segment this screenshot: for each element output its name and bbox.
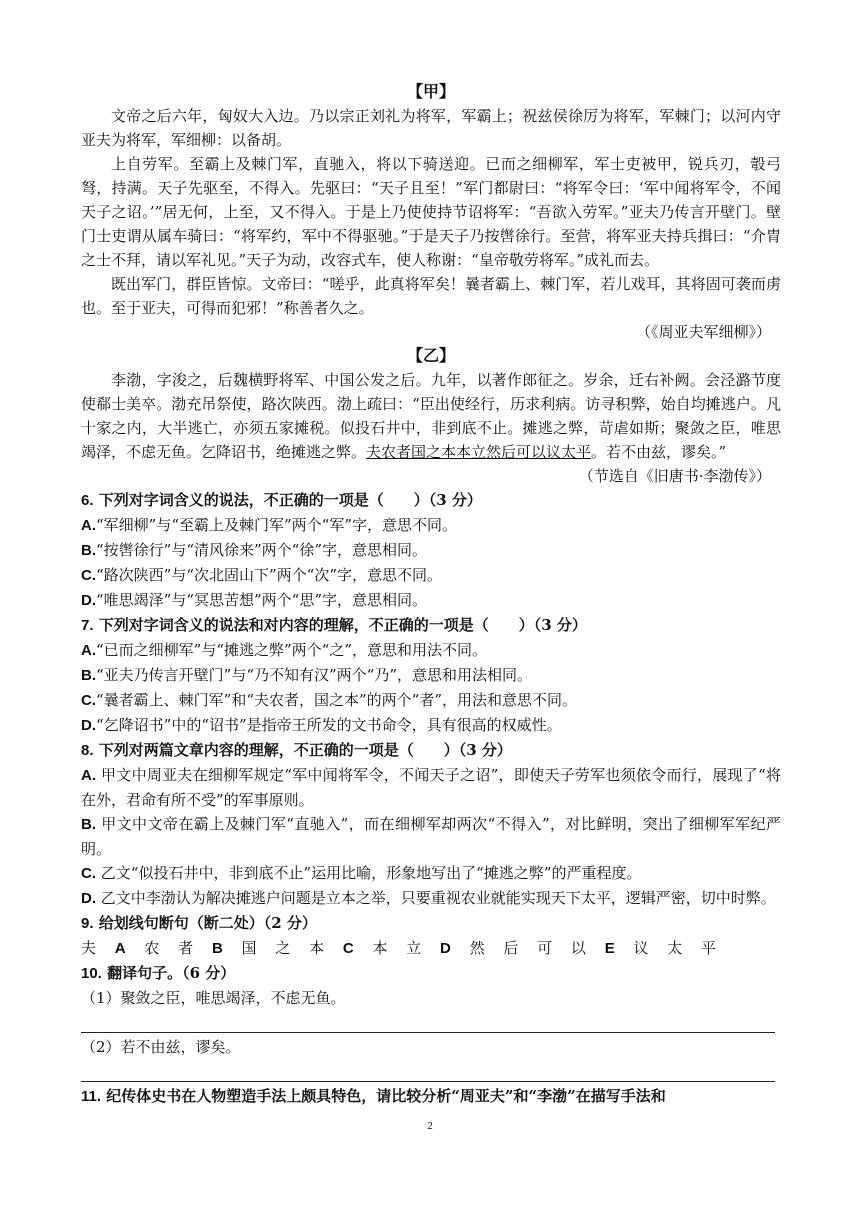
option-text: 乙文中李渤认为解决摊逃户问题是立本之举，只要重视农业就能实现天下太平，逻辑严密，切中时弊。 (100, 889, 776, 907)
option-text: “路次陕西”与“次北固山下”两个“次”字，意思不同。 (96, 566, 443, 584)
sentence-text: 本 立 (360, 939, 441, 957)
option-label: C. (81, 567, 96, 584)
option-label: A. (81, 767, 96, 784)
sentence-text: 夫 (81, 939, 115, 957)
option-text: 乙文“似投石井中，非到底不止”运用比喻，形象地写出了“摊逃之弊”的严重程度。 (100, 864, 642, 882)
sentence-text: 国 之 本 (229, 939, 343, 957)
option-b (81, 538, 781, 563)
question-7-options (81, 638, 781, 738)
option-text: “曩者霸上、棘门军”和“夫农者，国之本”的两个“者”，用法和意思不同。 (96, 691, 578, 709)
question-10-stem (81, 961, 781, 986)
passage-a-paragraph-2: 上自劳军。至霸上及棘门军，直驰入，将以下骑送迎。已而之细柳军，军士吏被甲，锐兵刃，彀弓弩，持满。天子先驱至，不得入。先驱曰：“天子且至！”军门都尉曰：“将军令曰：‘军中闻将军令，不闻天子之诏。’”居无何，上至，又不得入。于是上乃使使持节诏将军：“吾欲入劳军。”亚夫乃传言开壁门。壁门士吏谓从属车骑曰：“将军约，军中不得驱驰。”于是天子乃按辔徐行。至营，将军亚夫持兵揖曰：“介胄之士不拜，请以军礼见。”天子为动，改容式车，使人称谢：“皇帝敬劳将军。”成礼而去。 (81, 155, 781, 269)
sentence-text: 农 者 (132, 939, 212, 957)
option-a (81, 763, 781, 812)
question-text: 下列对字词含义的说法，不正确的一项是（ ）（3 分） (98, 491, 482, 509)
option-c (81, 563, 781, 588)
passage-a-paragraph-3: 既出军门，群臣皆惊。文帝曰：“嗟乎，此真将军矣！曩者霸上、棘门军，若儿戏耳，其将固可袭而虏也。至于亚夫，可得而犯邪！”称善者久之。 (81, 275, 781, 317)
option-label: D. (81, 592, 96, 609)
break-marker-b[interactable]: B (211, 940, 230, 957)
option-text: “乞降诏书”中的“诏书”是指帝王所发的文书命令，具有很高的权威性。 (96, 716, 562, 734)
question-number: 8. (81, 742, 94, 759)
passage-a-heading: 【甲】 (406, 82, 455, 101)
break-marker-a[interactable]: A (114, 940, 133, 957)
underlined-sentence: 夫农者国之本本立然后可以议太平 (366, 443, 592, 461)
option-d (81, 588, 781, 613)
option-text: “按辔徐行”与“清风徐来”两个“徐”字，意思相同。 (96, 541, 428, 559)
option-text: 甲文中文帝在霸上及棘门军“直驰入”，而在细柳军却两次“不得入”，对比鲜明，突出了细柳军军纪严明。 (81, 815, 781, 858)
option-text: “亚夫乃传言开壁门”与“乃不知有汉”两个“乃”，意思和用法相同。 (96, 666, 533, 684)
option-d (81, 713, 781, 738)
passage-b-text-after: 。若不由兹，谬矣。” (591, 443, 727, 461)
question-11-stem (81, 1084, 781, 1109)
passage-b-text-before: 李渤，字浚之，后魏横野将军、中国公发之后。九年，以著作郎征之。岁余，迁右补阙。会泾潞节度使郗士美卒。渤充吊祭使，路次陕西。渤上疏曰：“臣出使经行，历求利病。访寻积弊，始自均摊逃户。凡十家之内，大半逃亡，亦须五家摊税。似投石井中，非到底不止。摊逃之弊，苛虐如斯；聚敛之臣，唯思竭泽，不虑无鱼。乞降诏书，绝摊逃之弊。 (81, 371, 781, 461)
question-text: 纪传体史书在人物塑造手法上颇具特色，请比较分析“周亚夫”和“李渤”在描写手法和 (106, 1087, 666, 1105)
question-6-options (81, 513, 781, 613)
question-text: 下列对字词含义的说法和对内容的理解，不正确的一项是（ ）（3 分） (98, 616, 587, 634)
option-label: D. (81, 717, 96, 734)
break-marker-c[interactable]: C (342, 940, 361, 957)
option-b (81, 812, 781, 861)
exam-page (81, 80, 781, 1109)
question-7-stem (81, 613, 781, 638)
sentence-text: 议 太 平 (621, 939, 724, 957)
segmentation-sentence (81, 936, 781, 961)
option-label: B. (81, 542, 96, 559)
passage-a-paragraph-1: 文帝之后六年，匈奴大入边。乃以宗正刘礼为将军，军霸上；祝兹侯徐厉为将军，军棘门；以河内守亚夫为将军，军细柳：以备胡。 (81, 107, 781, 149)
break-marker-e[interactable]: E (604, 940, 622, 957)
option-label: C. (81, 865, 96, 882)
passage-b-heading: 【乙】 (406, 346, 455, 365)
break-marker-d[interactable]: D (440, 940, 458, 957)
option-c (81, 861, 781, 886)
option-c (81, 688, 781, 713)
question-text: 给划线句断句（断二处）（2 分） (98, 914, 317, 932)
option-a (81, 513, 781, 538)
option-text: “唯思竭泽”与“冥思苦想”两个“思”字，意思相同。 (96, 591, 428, 609)
option-label: D. (81, 890, 96, 907)
translation-item-1: （1）聚敛之臣，唯思竭泽，不虑无鱼。 (81, 989, 346, 1007)
page-number: 2 (427, 1120, 433, 1132)
question-text: 翻译句子。（6 分） (107, 964, 236, 982)
sentence-text: 然 后 可 以 (457, 939, 605, 957)
question-9-stem (81, 911, 781, 936)
question-number: 10. (81, 965, 102, 982)
option-b (81, 663, 781, 688)
passage-b-paragraph (81, 368, 781, 464)
passage-b-source: （节选自《旧唐书·李渤传》） (578, 467, 771, 485)
question-6-stem (81, 488, 781, 513)
option-a (81, 638, 781, 663)
passage-a-source: （《周亚夫军细柳》） (635, 323, 771, 341)
question-number: 11. (81, 1088, 102, 1105)
option-text: 甲文中周亚夫在细柳军规定“军中闻将军令，不闻天子之诏”，即使天子劳军也须依令而行，展现了“将在外，君命有所不受”的军事原则。 (81, 766, 781, 809)
option-text: “已而之细柳军”与“摊逃之弊”两个“之”，意思和用法不同。 (96, 641, 488, 659)
answer-line-1[interactable] (81, 1010, 775, 1033)
option-label: C. (81, 692, 96, 709)
question-number: 7. (81, 617, 94, 634)
translation-item-2: （2）若不由兹，谬矣。 (81, 1038, 241, 1056)
option-label: B. (81, 816, 96, 833)
option-d (81, 886, 781, 911)
question-8-options (81, 763, 781, 911)
option-label: A. (81, 642, 96, 659)
answer-line-2[interactable] (81, 1059, 775, 1082)
option-text: “军细柳”与“至霸上及棘门军”两个“军”字，意思不同。 (96, 516, 458, 534)
question-text: 下列对两篇文章内容的理解，不正确的一项是（ ）（3 分） (98, 741, 512, 759)
option-label: A. (81, 517, 96, 534)
option-label: B. (81, 667, 96, 684)
question-number: 6. (81, 492, 94, 509)
question-8-stem (81, 738, 781, 763)
question-number: 9. (81, 915, 94, 932)
